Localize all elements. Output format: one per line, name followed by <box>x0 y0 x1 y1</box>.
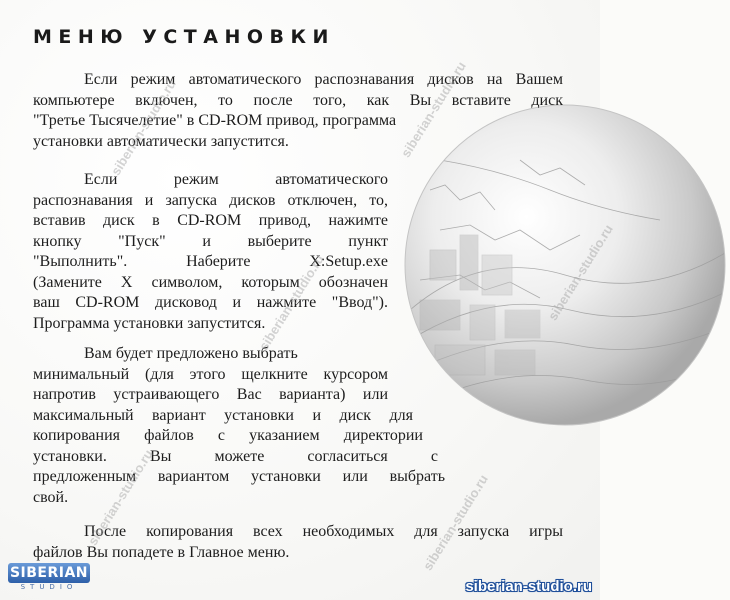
watermark-text: siberian-studio.ru <box>108 76 179 178</box>
text-line: (Замените X символом, которым обозначен <box>33 273 388 291</box>
watermark-text: siberian-studio.ru <box>256 251 327 353</box>
text-line: кнопку "Пуск" и выберите пункт <box>33 232 388 250</box>
paragraph-autorun <box>33 70 563 152</box>
text-line: Если режим автоматического распознавания дисков на Вашем <box>84 71 563 88</box>
watermark-text: siberian-studio.ru <box>420 471 491 573</box>
text-line: "Третье Тысячелетие" в CD-ROM привод, программа <box>33 112 397 129</box>
text-line: копирования файлов с указанием директории <box>33 427 423 444</box>
text-line: установки. Вы можете согласиться с <box>33 447 438 465</box>
paragraph-install-options <box>33 344 445 508</box>
paragraph-after-copy <box>33 522 563 563</box>
text-line: напротив устраивающего Вас варианта) или <box>33 386 388 403</box>
text-line: ваш CD-ROM дисковод и нажмите "Ввод"). <box>33 294 388 311</box>
footer-url: siberian-studio.ru <box>465 578 592 595</box>
watermark-text: siberian-studio.ru <box>545 221 616 323</box>
text-line: После копирования всех необходимых для запуска игры <box>84 523 563 540</box>
text-line: максимальный вариант установки и диск для <box>33 406 413 424</box>
page-title: МЕНЮ УСТАНОВКИ <box>33 26 335 48</box>
logo-subtitle: STUDIO <box>20 583 78 591</box>
logo-wordmark: SIBERIAN <box>9 565 89 581</box>
text-line: минимальный (для этого щелкните курсором <box>33 365 388 383</box>
watermark-text: siberian-studio.ru <box>85 446 156 548</box>
text-line: свой. <box>33 488 69 506</box>
text-line: Если режим автоматического <box>84 171 388 188</box>
text-line: Вам будет предложено выбрать <box>84 345 298 362</box>
watermark-text: siberian-studio.ru <box>398 58 469 160</box>
text-line: установки автоматически запустится. <box>33 132 289 150</box>
text-line: компьютере включен, то после того, как Вы вставите диск <box>33 91 563 109</box>
text-line: "Выполнить". Наберите X:Setup.exe <box>33 253 388 270</box>
text-line: распознавания и запуска дисков отключен, то, <box>33 191 388 209</box>
text-line: Программа установки запустится. <box>33 314 266 332</box>
text-line: предложенным вариантом установки или выбрать <box>33 468 445 485</box>
text-line: вставив диск в CD-ROM привод, нажимте <box>33 212 388 229</box>
siberian-studio-logo <box>8 563 90 593</box>
text-line: файлов Вы попадете в Главное меню. <box>33 543 290 561</box>
paragraph-manual-run <box>33 170 388 334</box>
